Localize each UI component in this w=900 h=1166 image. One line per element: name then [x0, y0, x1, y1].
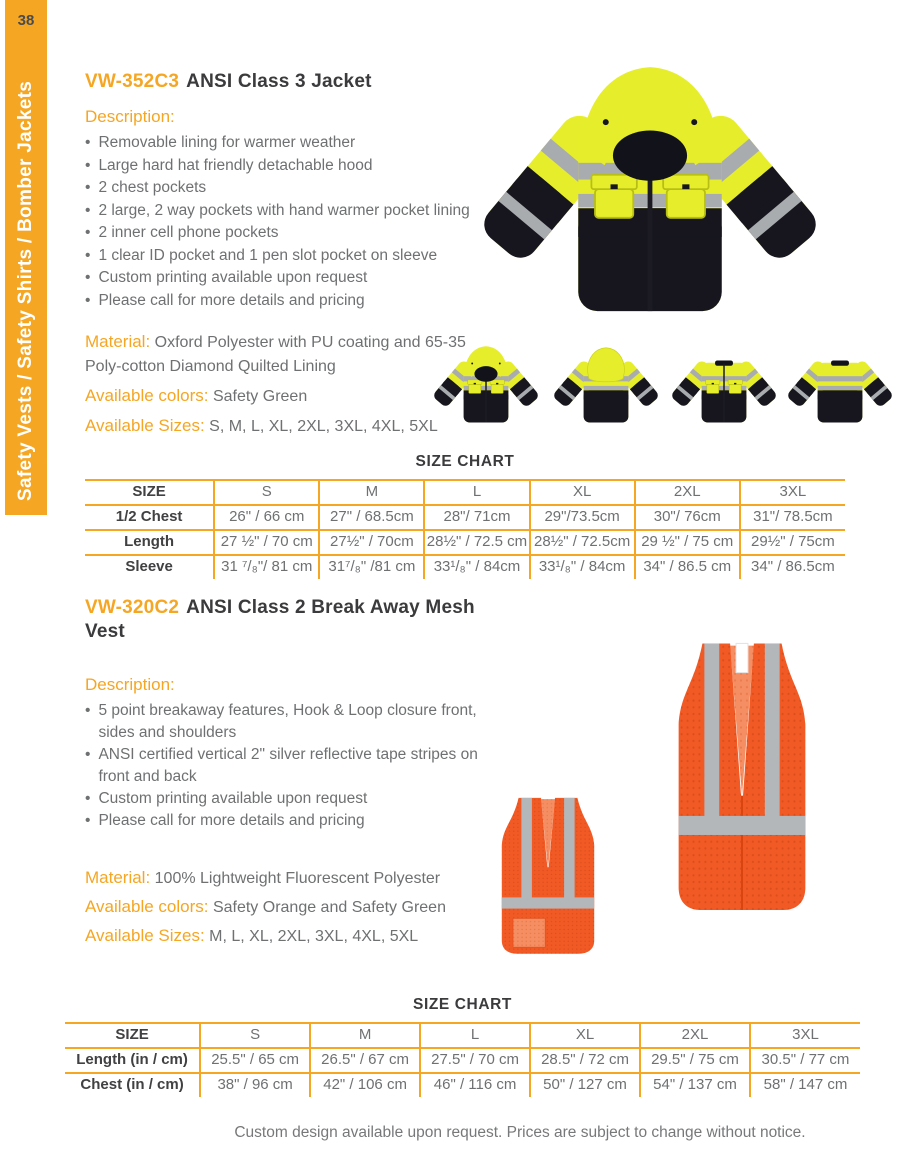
available-colors-label: Available colors: — [85, 897, 209, 916]
table-header-cell: SIZE — [65, 1023, 200, 1048]
size-chart-table-container — [85, 479, 845, 579]
table-row — [85, 505, 845, 530]
bullet-item — [85, 155, 515, 178]
table-header-cell: L — [420, 1023, 530, 1048]
table-cell: 28.5" / 72 cm — [530, 1048, 640, 1073]
bullet-dot: • — [85, 702, 91, 719]
bullet-item — [85, 200, 515, 223]
bullet-text: 2 inner cell phone pockets — [98, 224, 279, 241]
jacket-main-image — [470, 60, 830, 335]
table-cell: 30.5" / 77 cm — [750, 1048, 860, 1073]
table-cell: 33¹/₈" / 84cm — [530, 555, 635, 579]
table-cell: 28½" / 72.5 cm — [424, 530, 529, 555]
table-header-cell: S — [214, 480, 319, 505]
bullet-text: 2 chest pockets — [98, 179, 207, 196]
table-header-cell: 3XL — [750, 1023, 860, 1048]
table-header-row — [85, 480, 845, 505]
table-header-cell: XL — [530, 1023, 640, 1048]
table-cell: 25.5" / 65 cm — [200, 1048, 310, 1073]
jacket-thumbnails — [428, 338, 893, 438]
size-chart-title: SIZE CHART — [413, 996, 512, 1013]
table-cell: 34" / 86.5cm — [740, 555, 845, 579]
table-cell: Length — [85, 530, 214, 555]
table-header-cell: M — [319, 480, 424, 505]
table-cell: Chest (in / cm) — [65, 1073, 200, 1097]
table-cell: 28½" / 72.5cm — [530, 530, 635, 555]
bullet-dot: • — [85, 269, 91, 286]
bullet-dot: • — [85, 134, 91, 151]
table-cell: 33¹/₈" / 84cm — [424, 555, 529, 579]
table-row — [65, 1048, 860, 1073]
table-cell: 27.5" / 70 cm — [420, 1048, 530, 1073]
bullet-text: Custom printing available upon request — [98, 790, 368, 807]
available-colors-text: Safety Orange and Safety Green — [212, 899, 446, 916]
sidebar-label: Safety Vests / Safety Shirts / Bomber Jackets — [15, 80, 36, 501]
bullet-item — [85, 267, 515, 290]
table-header-cell: M — [310, 1023, 420, 1048]
product-title: ANSI Class 2 Break Away Mesh Vest — [85, 597, 475, 642]
thumb-jacket-back — [786, 359, 893, 423]
bullet-dot: • — [85, 746, 91, 763]
table-cell: 29 ½" / 75 cm — [635, 530, 740, 555]
bullet-text: Custom printing available upon request — [98, 269, 368, 286]
table-cell: 31 ⁷/₈"/ 81 cm — [214, 555, 319, 579]
material-label: Material: — [85, 332, 151, 351]
vest-images — [440, 622, 860, 972]
product-code: VW-352C3 — [85, 71, 180, 92]
table-cell: 29"/73.5cm — [530, 505, 635, 530]
table-cell: 34" / 86.5 cm — [635, 555, 740, 579]
table-cell: 46" / 116 cm — [420, 1073, 530, 1097]
size-chart-vest — [65, 996, 860, 1097]
bullet-text: Removable lining for warmer weather — [98, 134, 356, 151]
table-header-cell: L — [424, 480, 529, 505]
bullet-text: 1 clear ID pocket and 1 pen slot pocket on sleeve — [98, 246, 438, 264]
bullet-dot: • — [85, 156, 91, 174]
table-cell: 38" / 96 cm — [200, 1073, 310, 1097]
bullet-dot: • — [85, 201, 91, 219]
table-header-row — [65, 1023, 860, 1048]
bullet-dot: • — [85, 246, 91, 264]
vest-front-image — [679, 643, 806, 910]
product-code: VW-320C2 — [85, 597, 180, 618]
bullet-item — [85, 245, 515, 268]
bullet-list — [85, 132, 515, 312]
size-chart-table — [85, 479, 845, 579]
material-line — [85, 330, 475, 379]
bullet-dot: • — [85, 291, 91, 309]
table-header-cell: 2XL — [640, 1023, 750, 1048]
bullet-dot: • — [85, 790, 91, 807]
table-cell: 26" / 66 cm — [214, 505, 319, 530]
table-cell: 31⁷/₈" /81 cm — [319, 555, 424, 579]
bullet-dot: • — [85, 812, 91, 829]
table-cell: 1/2 Chest — [85, 505, 214, 530]
table-cell: Sleeve — [85, 555, 214, 579]
table-cell: 58" / 147 cm — [750, 1073, 860, 1097]
product-heading — [85, 70, 515, 94]
table-header-cell: SIZE — [85, 480, 214, 505]
table-cell: 29.5" / 75 cm — [640, 1048, 750, 1073]
vest-back-image — [502, 798, 594, 954]
material-text: 100% Lightweight Fluorescent Polyester — [154, 870, 441, 887]
bullet-text: ANSI certified vertical 2" silver reflective tape stripes on front and back — [98, 746, 478, 785]
bullet-dot: • — [85, 179, 91, 196]
size-chart-jacket — [85, 453, 845, 579]
table-cell: 30"/ 76cm — [635, 505, 740, 530]
description-label: Description: — [85, 107, 175, 126]
bullet-item — [85, 290, 515, 313]
bullet-text: 5 point breakaway features, Hook & Loop closure front, sides and shoulders — [98, 702, 477, 741]
table-cell: 27½" / 70cm — [319, 530, 424, 555]
page-number: 38 — [17, 12, 35, 29]
size-chart-title: SIZE CHART — [415, 453, 515, 470]
available-sizes-text: S, M, L, XL, 2XL, 3XL, 4XL, 5XL — [209, 418, 438, 435]
size-chart-table — [65, 1022, 860, 1097]
available-sizes-text: M, L, XL, 2XL, 3XL, 4XL, 5XL — [209, 928, 419, 945]
footer-note: Custom design available upon request. Prices are subject to change without notice. — [234, 1124, 806, 1141]
description-label: Description: — [85, 675, 175, 694]
bullet-dot: • — [85, 224, 91, 241]
bullet-text: Please call for more details and pricing — [98, 812, 365, 829]
product-title: ANSI Class 3 Jacket — [186, 71, 372, 92]
table-cell: 28"/ 71cm — [424, 505, 529, 530]
available-sizes-label: Available Sizes: — [85, 926, 205, 945]
bullet-item — [85, 132, 515, 155]
table-row — [85, 555, 845, 579]
bullet-text: Please call for more details and pricing — [98, 291, 365, 309]
material-label: Material: — [85, 868, 151, 887]
thumb-jacket-front — [670, 359, 778, 423]
available-colors-text: Safety Green — [212, 388, 308, 405]
bullet-item — [85, 222, 515, 245]
size-chart-table-container — [65, 1022, 860, 1097]
table-header-cell: 3XL — [740, 480, 845, 505]
material-text: Oxford Polyester with PU coating and 65-35 Poly-cotton Diamond Quilted Lining — [85, 334, 466, 375]
thumb-jacket-front-hood — [432, 346, 540, 422]
available-colors-label: Available colors: — [85, 386, 209, 405]
bullet-text: 2 large, 2 way pockets with hand warmer pocket lining — [98, 201, 470, 219]
table-header-cell: S — [200, 1023, 310, 1048]
table-cell: 27" / 68.5cm — [319, 505, 424, 530]
thumb-jacket-back-hood — [552, 348, 660, 423]
table-cell: 26.5" / 67 cm — [310, 1048, 420, 1073]
table-row — [85, 530, 845, 555]
bullet-text: Large hard hat friendly detachable hood — [98, 156, 373, 174]
table-cell: 50" / 127 cm — [530, 1073, 640, 1097]
table-cell: Length (in / cm) — [65, 1048, 200, 1073]
table-cell: 31"/ 78.5cm — [740, 505, 845, 530]
bullet-item — [85, 177, 515, 200]
table-cell: 42" / 106 cm — [310, 1073, 420, 1097]
table-cell: 27 ½" / 70 cm — [214, 530, 319, 555]
table-header-cell: XL — [530, 480, 635, 505]
table-cell: 54" / 137 cm — [640, 1073, 750, 1097]
available-sizes-label: Available Sizes: — [85, 416, 205, 435]
table-row — [65, 1073, 860, 1097]
table-cell: 29½" / 75cm — [740, 530, 845, 555]
table-header-cell: 2XL — [635, 480, 740, 505]
